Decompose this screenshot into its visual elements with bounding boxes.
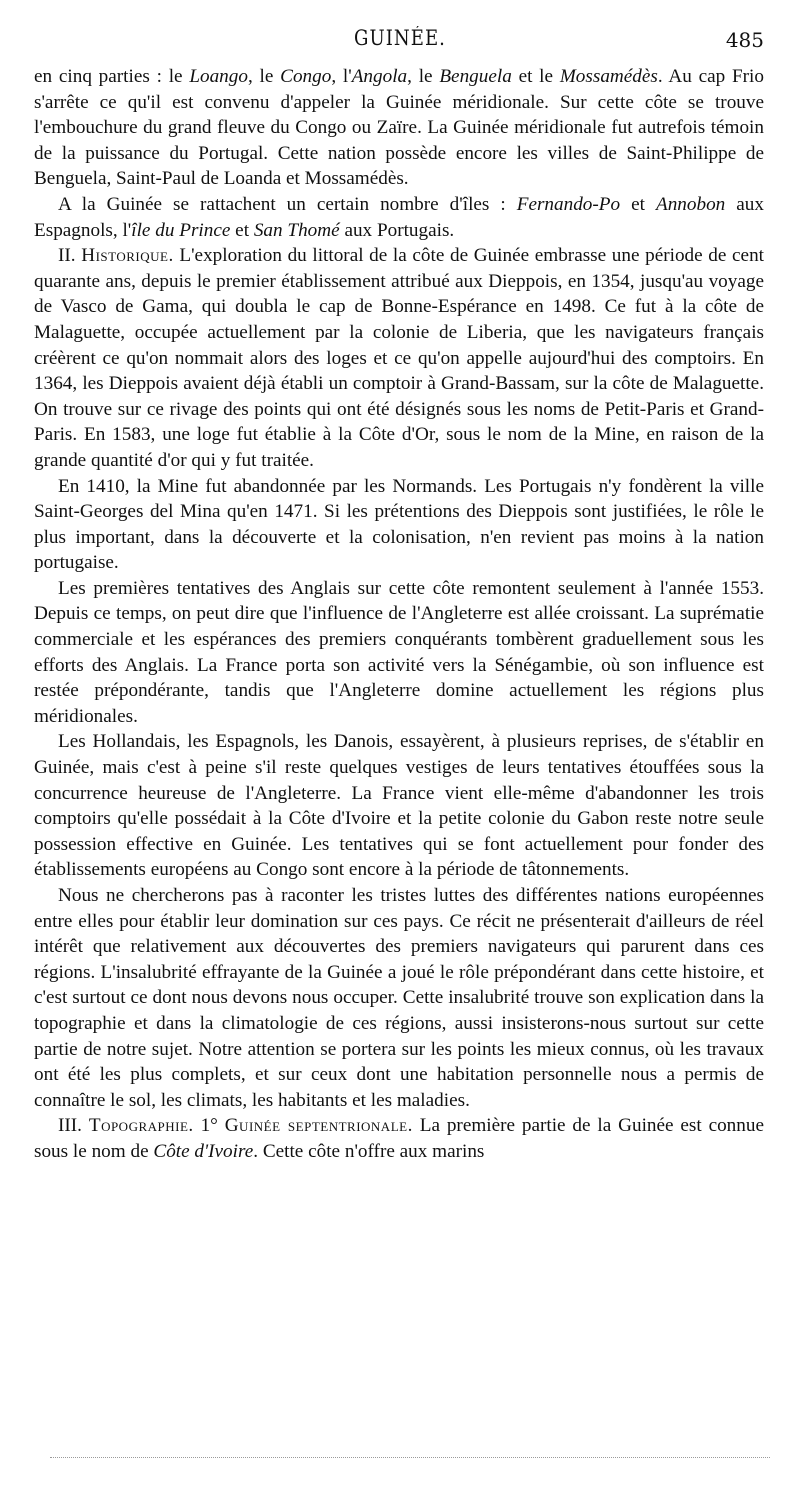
text-segment: Nous ne chercherons pas à raconter les tristes luttes des différentes nations européennes entre elles pour établir leur domination sur ces pays. Ce récit ne présenterait d'ailleurs de réel intérêt que relativement aux découvertes des premiers navigateurs qui parurent dans ces régions. L'insalubrité effrayante de la Guinée a joué le rôle prépondérant dans cette histoire, et c'est surtout ce dont nous devons nous occuper. Cette insalubrité trouve son explication dans la topographie et dans la climatologie de ces régions, aussi insisterons-nous surtout sur cette partie de notre sujet. Notre attention se portera sur les points les mieux connus, où les travaux ont été les plus complets, et sur ceux dont une habitation personnelle nous a permis de connaître le sol, les climats, les habitants et les maladies. — [34, 885, 764, 1111]
italic-segment: Loango — [189, 66, 248, 87]
italic-segment: Annobon — [655, 193, 726, 215]
text-segment: , l' — [331, 66, 352, 87]
paragraph-7 — [34, 883, 764, 1113]
italic-segment: San Thomé — [253, 219, 340, 241]
text-segment: aux Portugais. — [339, 219, 455, 241]
text-segment: Les premières tentatives des Anglais sur cette côte remontent seulement à l'année 1553. Depuis ce temps, on peut dire que l'influence de l'Angleterre est allée croissant. La suprématie commerciale et les espérances des premiers conquérants tombèrent graduellement sous les efforts des Anglais. La France porta son activité vers la Sénégambie, où son influence est restée prépondérante, tandis que l'Angleterre domine actuellement les régions plus méridionales. — [34, 577, 764, 727]
text-segment: et — [230, 219, 254, 241]
paragraph-5 — [34, 576, 764, 730]
small-caps-segment: Historique. — [81, 245, 174, 267]
text-segment: Les Hollandais, les Espagnols, les Danois, essayèrent, à plusieurs reprises, de s'établir en Guinée, mais c'est à peine s'il reste quelques vestiges de leurs tentatives étouffées sous la concurrence heureuse de l'Angleterre. La France vient elle-même d'abandonner les trois comptoirs qu'elle possédait à la Côte d'Ivoire et la petite colonie du Gabon reste notre seule possession effective en Guinée. Les tentatives qui se font actuellement pour fonder des établissements européens au Congo sont encore à la période de tâtonnements. — [34, 731, 764, 881]
text-segment: En 1410, la Mine fut abandonnée par les Normands. Les Portugais n'y fondèrent la ville Saint-Georges del Mina qu'en 1471. Si les prétentions des Dieppois sont justifiées, le rôle le plus important, dans la découverte et la colonisation, n'en revient pas moins à la nation portugaise. — [34, 475, 764, 574]
text-segment: en cinq parties : le — [34, 66, 190, 87]
body-text — [34, 64, 764, 1165]
small-caps-segment: Guinée septentrionale. — [224, 1115, 413, 1137]
paragraph-1 — [34, 64, 764, 192]
paragraph-4 — [34, 474, 764, 576]
small-caps-segment: Topographie. — [88, 1115, 194, 1137]
italic-segment: île du Prince — [131, 219, 231, 241]
text-segment: La première partie de la Guinée est connue sous le nom de — [34, 1115, 764, 1162]
paragraph-2 — [34, 192, 764, 243]
italic-segment: Benguela — [439, 66, 512, 87]
text-segment: et — [620, 193, 656, 215]
italic-segment: Côte d'Ivoire — [153, 1140, 254, 1162]
italic-segment: Angola — [351, 66, 408, 87]
text-segment: , le — [407, 66, 440, 87]
text-segment: , le — [247, 66, 281, 87]
italic-segment: Fernando-Po — [516, 193, 621, 215]
text-segment: . Au cap Frio s'arrête ce qu'il est convenu d'appeler la Guinée méridionale. Sur cette côte se trouve l'embouchure du grand fleuve du Congo ou Zaïre. La Guinée méridionale fut autrefois témoin de la puissance du Portugal. Cette nation possède encore les villes de Saint-Philippe de Benguela, Saint-Paul de Loanda et Mossamédès. — [34, 66, 764, 190]
text-segment: . Cette côte n'offre aux marins — [253, 1140, 485, 1162]
page-number: 485 — [725, 28, 764, 52]
text-segment: II. — [58, 245, 82, 267]
italic-segment: Mossamédès — [559, 66, 658, 87]
text-segment: 1° — [193, 1115, 225, 1137]
text-segment: et le — [511, 66, 560, 87]
page-bottom-rule — [50, 1457, 770, 1459]
text-segment: L'exploration du littoral de la côte de Guinée embrasse une période de cent quarante ans, depuis le premier établissement attribué aux Dieppois, en 1354, jusqu'au voyage de Vasco de Gama, qui doubla le cap de Bonne-Espérance en 1498. Ce fut à la côte de Malaguette, occupée actuellement par la colonie de Liberia, que les navigateurs français créèrent ce qu'on nommait alors des loges et ce qu'on appelle aujourd'hui des comptoirs. En 1364, les Dieppois avaient déjà établi un comptoir à Grand-Bassam, sur la côte de Malaguette. On trouve sur ce rivage des points qui ont été désignés sous les noms de Petit-Paris et Grand-Paris. En 1583, une loge fut établie à la Côte d'Or, sous le nom de la Mine, en raison de la grande quantité d'or qui y fut traitée. — [34, 245, 764, 471]
text-segment: aux Espagnols, l' — [34, 193, 764, 241]
italic-segment: Congo — [280, 66, 332, 87]
running-title: GUINÉE. — [354, 26, 446, 50]
paragraph-3-historique — [34, 243, 764, 473]
paragraph-8-topographie — [34, 1113, 764, 1164]
text-segment: III. — [58, 1115, 89, 1137]
text-segment: A la Guinée se rattachent un certain nombre d'îles : — [58, 193, 517, 215]
paragraph-6 — [34, 729, 764, 883]
